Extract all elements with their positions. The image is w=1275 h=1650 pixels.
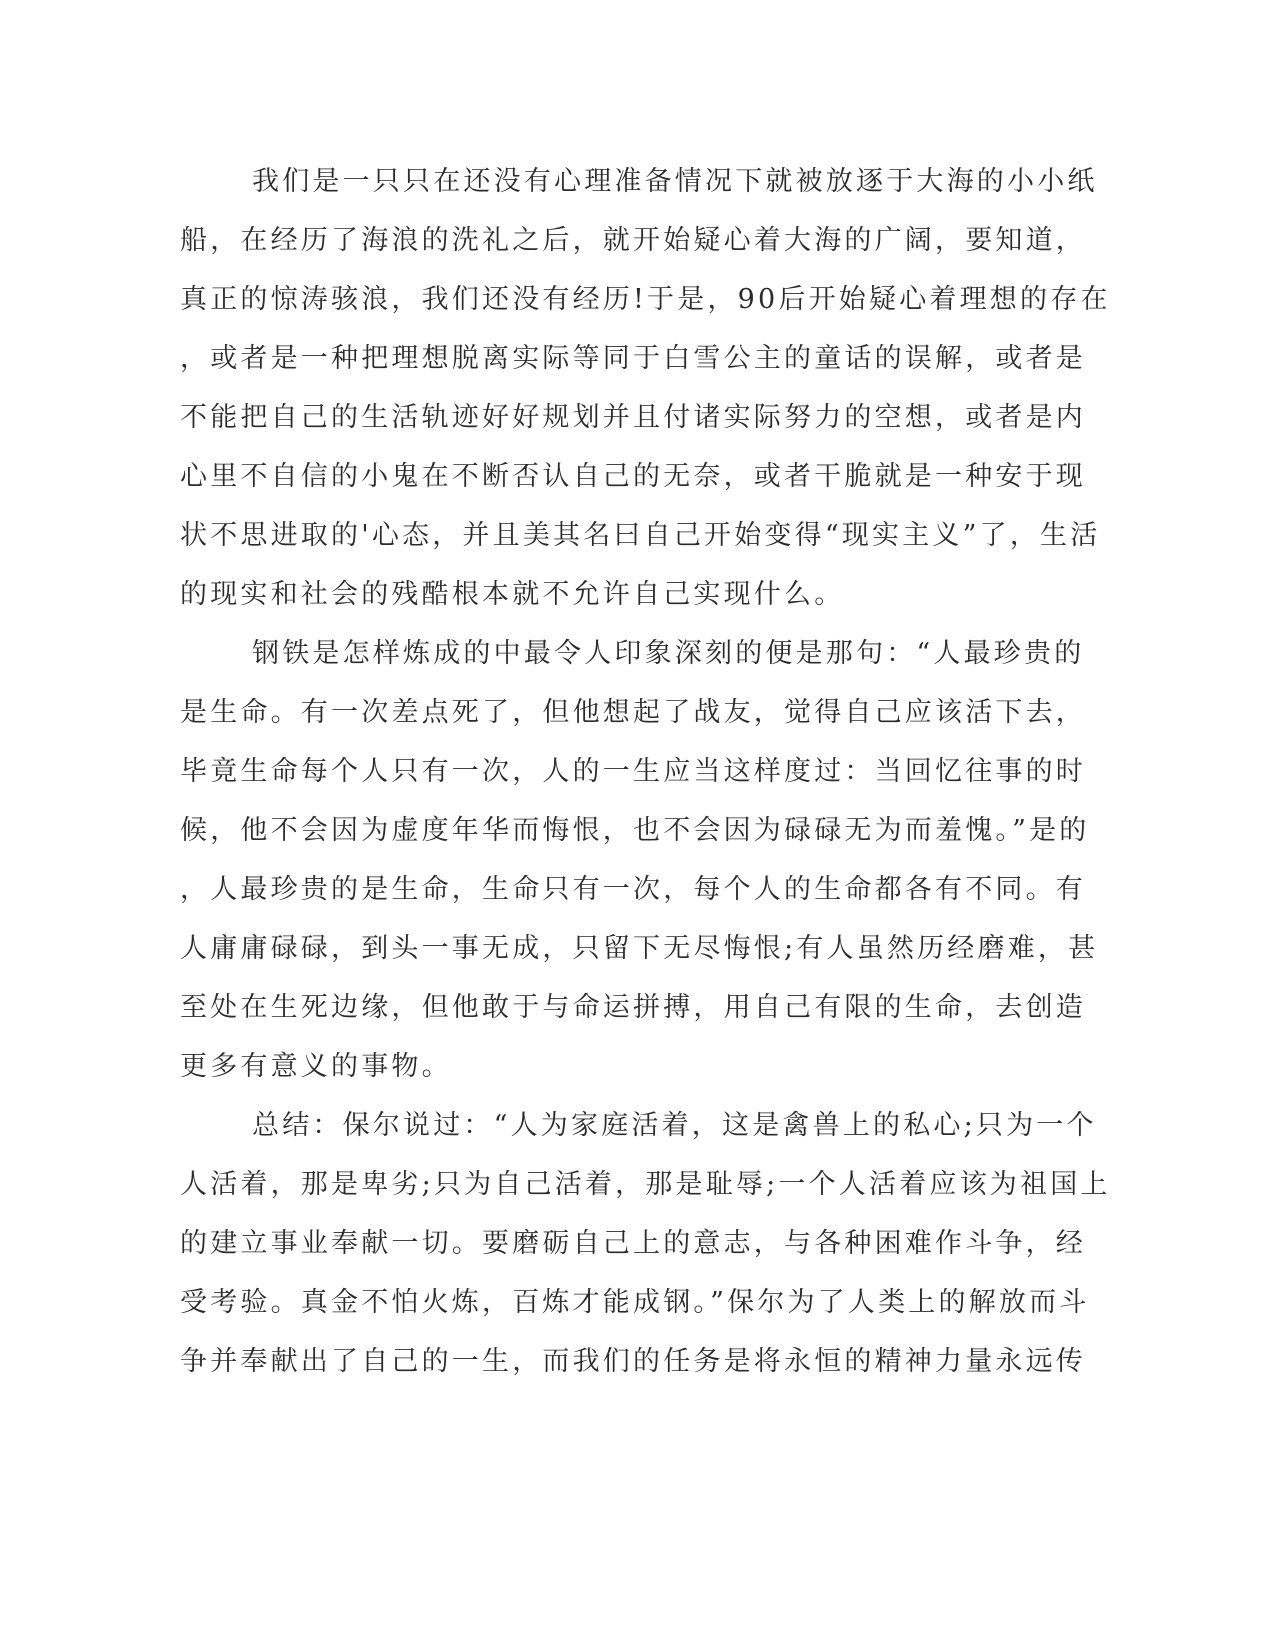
- text-line: 状不思进取的'心态，并且美其名曰自己开始变得“现实主义”了，生活: [180, 520, 1101, 551]
- text-line: 是生命。有一次差点死了，但他想起了战友，觉得自己应该活下去，: [180, 697, 1086, 728]
- text-line: 毕竟生命每个人只有一次，人的一生应当这样度过：当回忆往事的时: [180, 756, 1086, 787]
- text-line: 争并奉献出了自己的一生，而我们的任务是将永恒的精神力量永远传: [180, 1346, 1086, 1377]
- document-body: [180, 152, 1111, 1391]
- text-line: 钢铁是怎样炼成的中最令人印象深刻的便是那句：“人最珍贵的: [252, 638, 1085, 669]
- text-line: 我们是一只只在还没有心理准备情况下就被放逐于大海的小小纸: [252, 166, 1098, 197]
- text-line: 的现实和社会的残酷根本就不允许自己实现什么。: [180, 579, 845, 610]
- paragraph-1: [180, 152, 1111, 624]
- text-line: 总结：保尔说过：“人为家庭活着，这是禽兽上的私心;只为一个: [252, 1110, 1097, 1141]
- text-line: ，或者是一种把理想脱离实际等同于白雪公主的童话的误解，或者是: [180, 343, 1086, 374]
- text-line: 候，他不会因为虚度年华而悔恨，也不会因为碌碌无为而羞愧。”是的: [180, 815, 1090, 846]
- text-line: 心里不自信的小鬼在不断否认自己的无奈，或者干脆就是一种安于现: [180, 461, 1086, 492]
- text-line: 的建立事业奉献一切。要磨砺自己上的意志，与各种困难作斗争，经: [180, 1228, 1086, 1259]
- text-line: 不能把自己的生活轨迹好好规划并且付诸实际努力的空想，或者是内: [180, 402, 1086, 433]
- text-line: 人庸庸碌碌，到头一事无成，只留下无尽悔恨;有人虽然历经磨难，甚: [180, 933, 1099, 964]
- text-line: 真正的惊涛骇浪，我们还没有经历!于是，90后开始疑心着理想的存在: [180, 284, 1111, 315]
- text-line: 更多有意义的事物。: [180, 1051, 452, 1082]
- text-line: 受考验。真金不怕火炼，百炼才能成钢。”保尔为了人类上的解放而斗: [180, 1287, 1090, 1318]
- paragraph-3: [180, 1096, 1111, 1391]
- paragraph-2: [180, 624, 1099, 1096]
- text-line: 至处在生死边缘，但他敢于与命运拼搏，用自己有限的生命，去创造: [180, 992, 1086, 1023]
- text-line: ，人最珍贵的是生命，生命只有一次，每个人的生命都各有不同。有: [180, 874, 1086, 905]
- text-line: 船，在经历了海浪的洗礼之后，就开始疑心着大海的广阔，要知道，: [180, 225, 1086, 256]
- text-line: 人活着，那是卑劣;只为自己活着，那是耻辱;一个人活着应该为祖国上: [180, 1169, 1111, 1200]
